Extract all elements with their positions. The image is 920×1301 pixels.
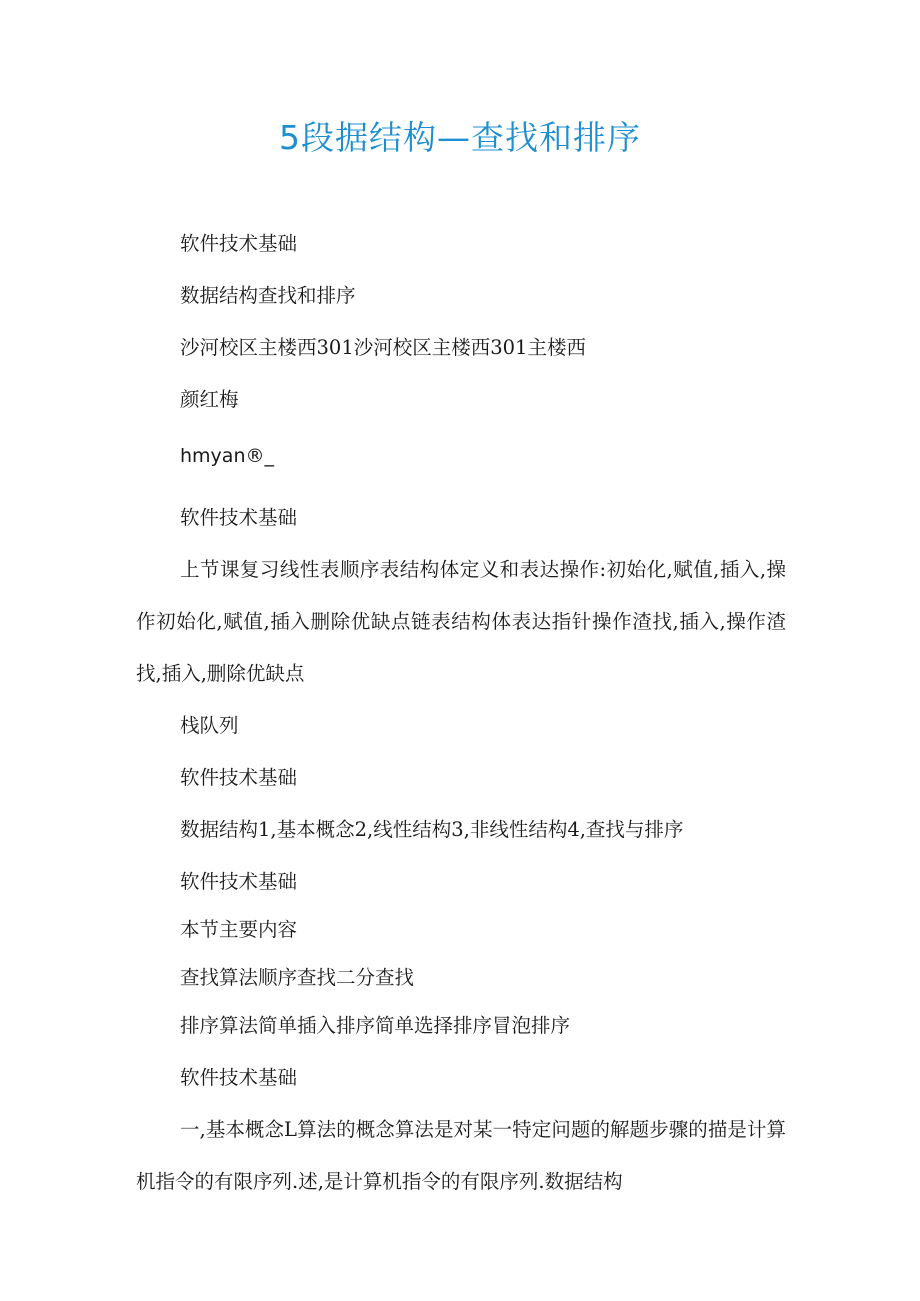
paragraph: 颜红梅	[180, 388, 239, 411]
paragraph: 栈队列	[180, 714, 239, 737]
document-title: 5段据结构—查找和排序	[279, 118, 641, 157]
paragraph: 数据结构查找和排序	[180, 284, 356, 307]
paragraph: 查找算法顺序查找二分查找	[180, 966, 415, 989]
paragraph: 一,基本概念L算法的概念算法是对某一特定问题的解题步骤的描是计算机指令的有限序列.述,是计算机指令的有限序列.数据结构	[136, 1118, 786, 1193]
paragraph: 软件技术基础	[180, 870, 298, 893]
paragraph: 排序算法简单插入排序简单选择排序冒泡排序	[180, 1014, 571, 1037]
paragraph: 软件技术基础	[180, 766, 298, 789]
paragraph: 软件技术基础	[180, 506, 298, 529]
paragraph: hmyan®_	[180, 445, 274, 467]
paragraph: 数据结构1,基本概念2,线性结构3,非线性结构4,查找与排序	[180, 818, 684, 841]
paragraph: 软件技术基础	[180, 1066, 298, 1089]
paragraph: 本节主要内容	[180, 918, 298, 941]
paragraph: 软件技术基础	[180, 232, 298, 255]
document-body	[136, 218, 786, 1208]
paragraph: 沙河校区主楼西301沙河校区主楼西301主楼西	[180, 336, 586, 359]
paragraph: 上节课复习线性表顺序表结构体定义和表达操作:初始化,赋值,插入,操作初始化,赋值,插入删除优缺点链表结构体表达指针操作渣找,插入,操作渣找,插入,删除优缺点	[136, 558, 786, 685]
